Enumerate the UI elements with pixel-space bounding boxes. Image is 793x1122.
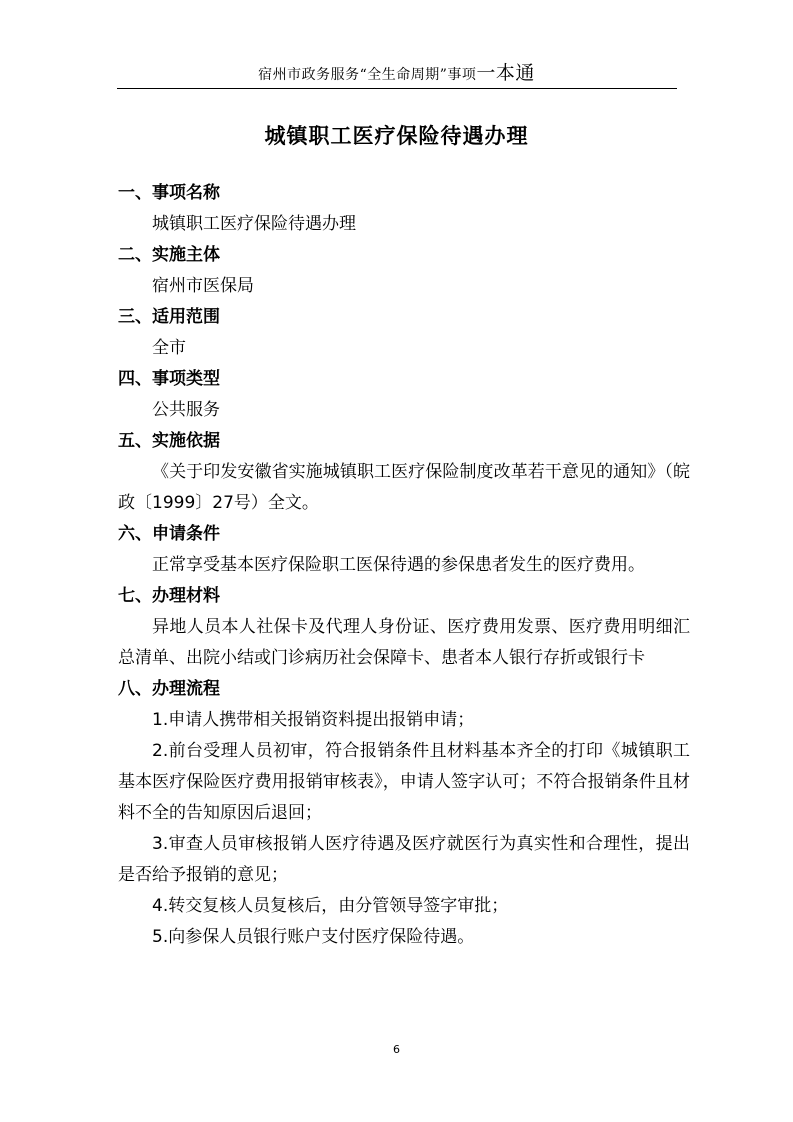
- section-heading-conditions: 六、申请条件: [118, 524, 220, 544]
- process-step: 1.申请人携带相关报销资料提出报销申请；: [152, 710, 475, 730]
- section-heading-scope: 三、适用范围: [118, 307, 220, 327]
- section-text-legal-basis: 《关于印发安徽省实施城镇职工医疗保险制度改革若干意见的通知》（皖政〔1999〕27号）全文。: [118, 462, 690, 513]
- document-body: [118, 178, 690, 953]
- section-text-scope: 全市: [152, 338, 186, 358]
- page-number: 6: [393, 1043, 400, 1056]
- process-step: 3.审查人员审核报销人医疗待遇及医疗就医行为真实性和合理性，提出是否给予报销的意见；: [118, 834, 690, 885]
- header-text: 宿州市政务服务“全生命周期”事项: [258, 67, 477, 83]
- document-title: 城镇职工医疗保险待遇办理: [264, 124, 529, 148]
- section-heading-item-type: 四、事项类型: [118, 369, 220, 389]
- section-heading-implementing-body: 二、实施主体: [118, 245, 220, 265]
- section-heading-materials: 七、办理材料: [118, 586, 220, 606]
- section-text-materials: 异地人员本人社保卡及代理人身份证、医疗费用发票、医疗费用明细汇总清单、出院小结或门诊病历社会保障卡、患者本人银行存折或银行卡: [118, 617, 690, 668]
- section-text-item-type: 公共服务: [152, 400, 220, 420]
- header-rule: [117, 88, 677, 89]
- section-heading-legal-basis: 五、实施依据: [118, 431, 220, 451]
- section-text-conditions: 正常享受基本医疗保险职工医保待遇的参保患者发生的医疗费用。: [152, 555, 645, 575]
- section-heading-process: 八、办理流程: [118, 679, 220, 699]
- process-step: 2.前台受理人员初审，符合报销条件且材料基本齐全的打印《城镇职工基本医疗保险医疗费用报销审核表》，申请人签字认可；不符合报销条件且材料不全的告知原因后退回；: [118, 741, 690, 823]
- section-heading-item-name: 一、事项名称: [118, 183, 220, 203]
- section-text-item-name: 城镇职工医疗保险待遇办理: [152, 214, 356, 234]
- running-header: [0, 64, 793, 84]
- process-step: 5.向参保人员银行账户支付医疗保险待遇。: [152, 927, 475, 947]
- process-step: 4.转交复核人员复核后，由分管领导签字审批；: [152, 896, 509, 916]
- section-text-implementing-body: 宿州市医保局: [152, 276, 254, 296]
- header-text-large: 一本通: [476, 62, 535, 84]
